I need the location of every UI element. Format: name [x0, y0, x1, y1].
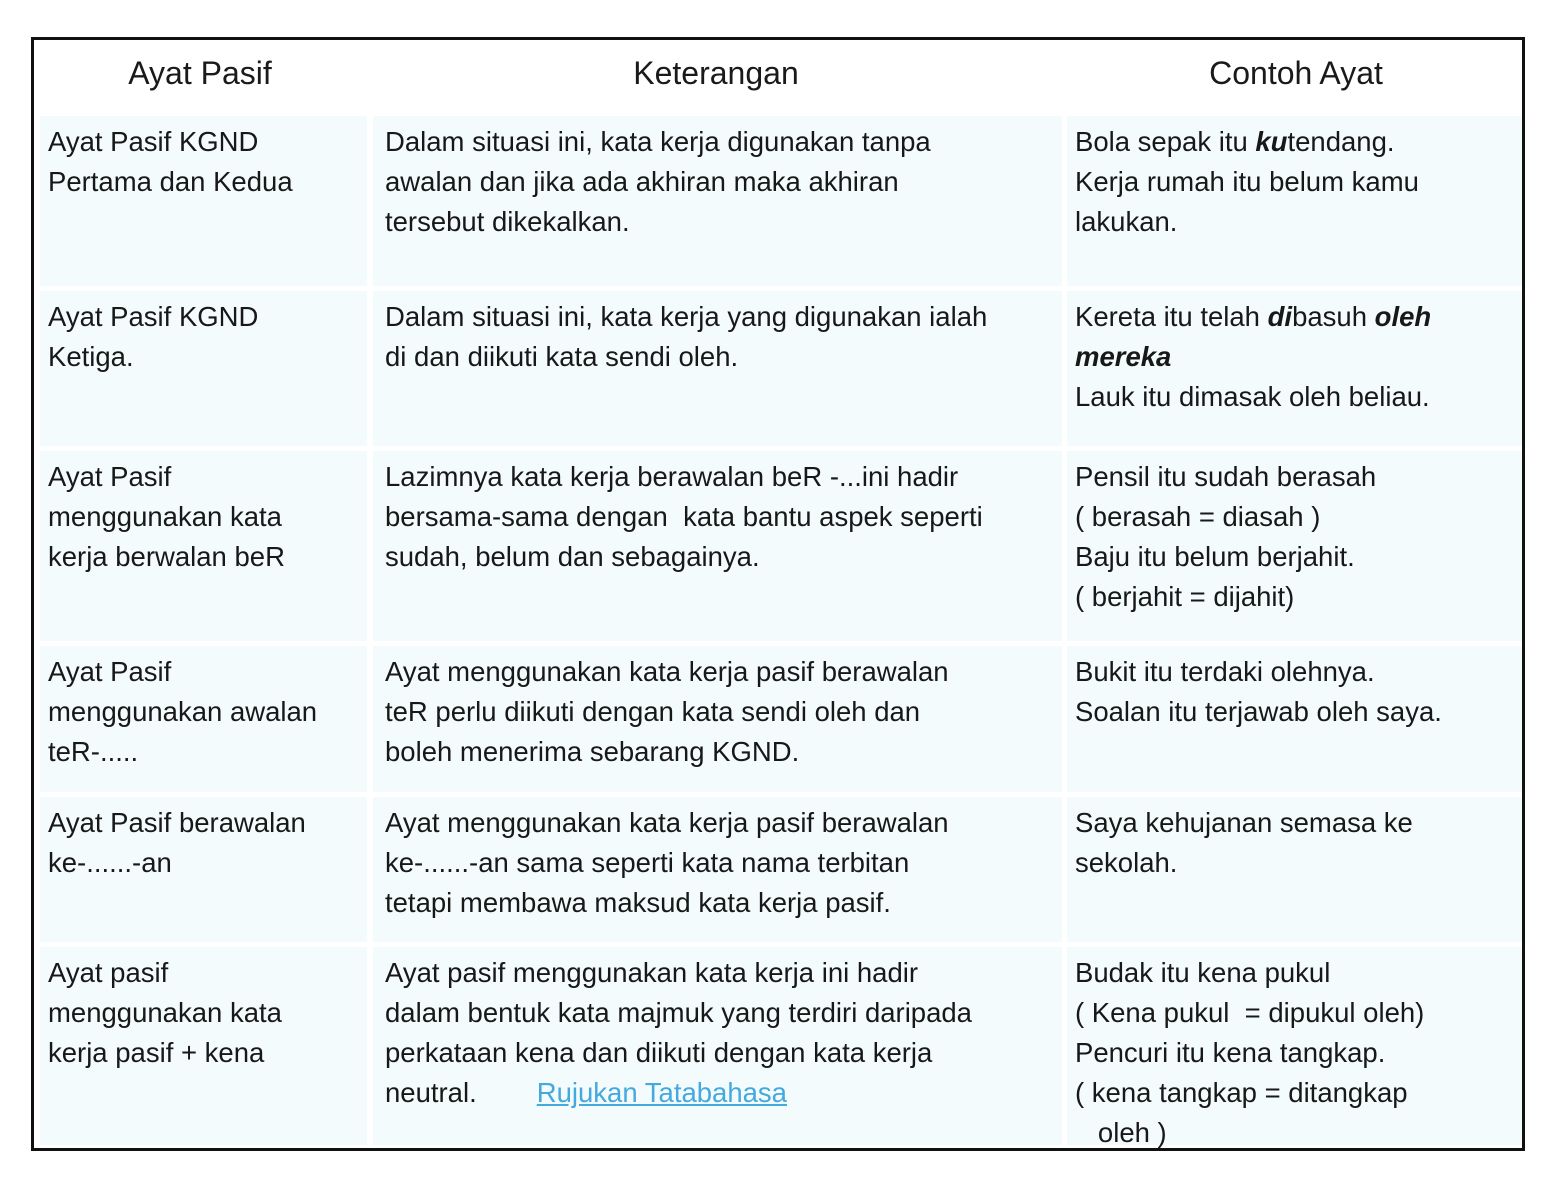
row-1-type-line: Ayat Pasif KGND	[48, 126, 259, 157]
row-3-example-line: ( berasah = diasah )	[1075, 501, 1321, 532]
row-2-type-line: Ketiga.	[48, 341, 134, 372]
row-4-type	[40, 646, 367, 792]
row-3-desc-line: bersama-sama dengan kata bantu aspek seperti	[385, 501, 983, 532]
row-1-example-line: lakukan.	[1075, 206, 1178, 237]
row-5-desc	[373, 797, 1062, 942]
row-3-example	[1067, 451, 1522, 641]
row-4-desc	[373, 646, 1062, 792]
row-4-example-line: Soalan itu terjawab oleh saya.	[1075, 696, 1442, 727]
row-6-example-line: oleh )	[1075, 1117, 1167, 1148]
row-4-desc-line: Ayat menggunakan kata kerja pasif berawalan	[385, 656, 949, 687]
row-6-example-line: ( Kena pukul = dipukul oleh)	[1075, 997, 1425, 1028]
row-6-example-line: Budak itu kena pukul	[1075, 957, 1331, 988]
row-5-type	[40, 797, 367, 942]
row-2-example-line: Lauk itu dimasak oleh beliau.	[1075, 381, 1430, 412]
row-2-example-line	[1075, 337, 1522, 377]
row-5-desc-line: Ayat menggunakan kata kerja pasif berawalan	[385, 807, 949, 838]
row-1-type-line: Pertama dan Kedua	[48, 166, 293, 197]
row-6-desc	[373, 947, 1062, 1145]
row-5-desc-line: tetapi membawa maksud kata kerja pasif.	[385, 887, 891, 918]
row-1-example-line: Kerja rumah itu belum kamu	[1075, 166, 1419, 197]
row-1-type	[40, 116, 367, 286]
row-4-desc-line: boleh menerima sebarang KGND.	[385, 736, 800, 767]
row-2-type	[40, 291, 367, 446]
row-2-desc	[373, 291, 1062, 446]
header-ayat-pasif: Ayat Pasif	[128, 55, 272, 91]
row-6-desc-line: dalam bentuk kata majmuk yang terdiri daripada	[385, 997, 972, 1028]
row-2-example-line	[1075, 297, 1522, 337]
row-2-desc-line: di dan diikuti kata sendi oleh.	[385, 341, 739, 372]
row-4-type-line: menggunakan awalan	[48, 696, 318, 727]
emphasis-text: mereka	[1075, 341, 1172, 372]
rujukan-tatabahasa-link[interactable]: Rujukan Tatabahasa	[536, 1077, 787, 1108]
row-3-desc-line: Lazimnya kata kerja berawalan beR -...ini hadir	[385, 461, 959, 492]
row-3-type-line: menggunakan kata	[48, 501, 282, 532]
row-6-example	[1067, 947, 1522, 1148]
row-1-example-line	[1075, 122, 1522, 162]
row-5-type-line: Ayat Pasif berawalan	[48, 807, 306, 838]
row-1-example	[1067, 116, 1522, 286]
row-4-desc-line: teR perlu diikuti dengan kata sendi oleh dan	[385, 696, 921, 727]
row-5-example-line: sekolah.	[1075, 847, 1178, 878]
row-5-example	[1067, 797, 1522, 942]
example-text: tendang.	[1287, 126, 1395, 157]
row-6-desc-line: perkataan kena dan diikuti dengan kata kerja	[385, 1037, 933, 1068]
row-4-type-line: Ayat Pasif	[48, 656, 172, 687]
row-1-desc	[373, 116, 1062, 286]
row-1-desc-line: Dalam situasi ini, kata kerja digunakan tanpa	[385, 126, 931, 157]
grammar-table	[31, 37, 1525, 1151]
header-keterangan: Keterangan	[633, 55, 799, 91]
desc-text: neutral.	[385, 1077, 477, 1108]
row-6-desc-line: Ayat pasif menggunakan kata kerja ini hadir	[385, 957, 919, 988]
example-text: basuh	[1292, 301, 1375, 332]
row-6-type-line: kerja pasif + kena	[48, 1037, 265, 1068]
example-text: Kereta itu telah	[1075, 301, 1268, 332]
emphasis-text: oleh	[1374, 301, 1432, 332]
emphasis-text: di	[1267, 301, 1293, 332]
row-6-desc-line	[385, 1073, 1062, 1113]
row-3-example-line: Pensil itu sudah berasah	[1075, 461, 1377, 492]
row-1-desc-line: tersebut dikekalkan.	[385, 206, 630, 237]
row-3-type	[40, 451, 367, 641]
row-4-example-line: Bukit itu terdaki olehnya.	[1075, 656, 1375, 687]
row-2-desc-line: Dalam situasi ini, kata kerja yang digunakan ialah	[385, 301, 988, 332]
row-4-type-line: teR-.....	[48, 736, 139, 767]
row-3-example-line: Baju itu belum berjahit.	[1075, 541, 1355, 572]
row-2-type-line: Ayat Pasif KGND	[48, 301, 259, 332]
row-5-type-line: ke-......-an	[48, 847, 172, 878]
row-6-example-line: Pencuri itu kena tangkap.	[1075, 1037, 1386, 1068]
example-text: Bola sepak itu	[1075, 126, 1256, 157]
row-1-desc-line: awalan dan jika ada akhiran maka akhiran	[385, 166, 899, 197]
row-3-desc-line: sudah, belum dan sebagainya.	[385, 541, 760, 572]
header-contoh-ayat: Contoh Ayat	[1209, 55, 1383, 91]
row-6-type	[40, 947, 367, 1145]
row-3-example-line: ( berjahit = dijahit)	[1075, 581, 1295, 612]
row-6-type-line: menggunakan kata	[48, 997, 282, 1028]
row-3-desc	[373, 451, 1062, 641]
row-5-desc-line: ke-......-an sama seperti kata nama terbitan	[385, 847, 910, 878]
row-2-example	[1067, 291, 1522, 446]
row-5-example-line: Saya kehujanan semasa ke	[1075, 807, 1413, 838]
emphasis-text: ku	[1255, 126, 1288, 157]
row-6-example-line: ( kena tangkap = ditangkap	[1075, 1077, 1408, 1108]
row-3-type-line: Ayat Pasif	[48, 461, 172, 492]
row-3-type-line: kerja berwalan beR	[48, 541, 285, 572]
row-6-type-line: Ayat pasif	[48, 957, 169, 988]
row-4-example	[1067, 646, 1522, 792]
